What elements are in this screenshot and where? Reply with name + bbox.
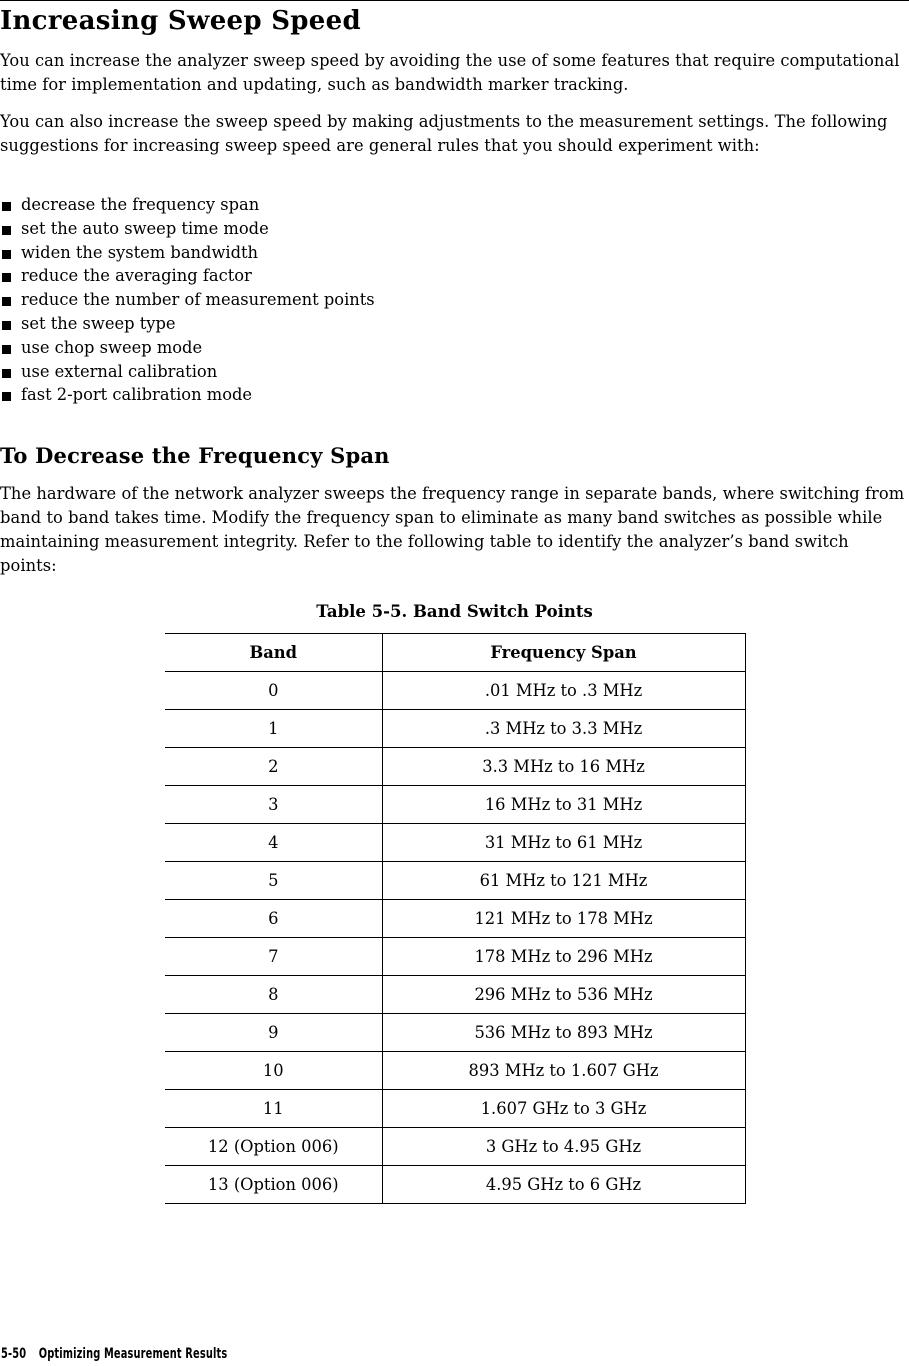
list-item-text: fast 2-port calibration mode	[21, 385, 253, 405]
band-cell: 3	[165, 786, 382, 824]
band-cell: 10	[165, 1052, 382, 1090]
suggestions-paragraph: You can also increase the sweep speed by making adjustments to the measurement settings. The following suggestions for increasing sweep speed are general rules that you should experiment with:	[0, 112, 888, 155]
list-item-text: set the sweep type	[21, 313, 176, 333]
list-item	[0, 241, 375, 265]
table-row	[165, 1166, 745, 1204]
list-item	[0, 193, 375, 217]
list-item	[0, 336, 375, 360]
top-rule	[0, 0, 909, 1]
band-cell: 2	[165, 748, 382, 786]
band-cell: 1	[165, 710, 382, 748]
square-bullet-icon	[2, 392, 11, 401]
list-item-text: decrease the frequency span	[21, 195, 260, 214]
list-item-text: reduce the number of measurement points	[21, 290, 375, 310]
square-bullet-icon	[2, 226, 11, 235]
list-item	[0, 264, 375, 288]
list-item	[0, 360, 375, 384]
table-caption: Table 5-5. Band Switch Points	[316, 602, 593, 621]
table-row	[165, 1128, 745, 1166]
frequency-span-cell: .01 MHz to .3 MHz	[382, 672, 745, 710]
column-header-frequency-span: Frequency Span	[382, 634, 745, 672]
band-cell: 7	[165, 938, 382, 976]
page-number: 5-50	[1, 1346, 27, 1362]
intro-paragraph: You can increase the analyzer sweep speed by avoiding the use of some features that require computational time for implementation and updating, such as bandwidth marker tracking.	[0, 51, 900, 94]
square-bullet-icon	[2, 321, 11, 330]
table-row	[165, 1052, 745, 1090]
square-bullet-icon	[2, 369, 11, 378]
list-item	[0, 217, 375, 241]
table-row	[165, 1090, 745, 1128]
page-footer	[1, 1346, 227, 1362]
frequency-span-cell: 893 MHz to 1.607 GHz	[382, 1052, 745, 1090]
frequency-span-cell: .3 MHz to 3.3 MHz	[382, 710, 745, 748]
table-row	[165, 938, 745, 976]
frequency-span-cell: 16 MHz to 31 MHz	[382, 786, 745, 824]
frequency-span-cell: 3.3 MHz to 16 MHz	[382, 748, 745, 786]
band-cell: 9	[165, 1014, 382, 1052]
list-item-text: widen the system bandwidth	[21, 242, 259, 262]
frequency-span-cell: 3 GHz to 4.95 GHz	[382, 1128, 745, 1166]
frequency-span-cell: 61 MHz to 121 MHz	[382, 862, 745, 900]
table-row	[165, 900, 745, 938]
frequency-span-cell: 1.607 GHz to 3 GHz	[382, 1090, 745, 1128]
band-cell: 0	[165, 672, 382, 710]
band-cell: 4	[165, 824, 382, 862]
frequency-span-cell: 178 MHz to 296 MHz	[382, 938, 745, 976]
square-bullet-icon	[2, 297, 11, 306]
list-item-text: reduce the averaging factor	[21, 266, 252, 286]
frequency-span-cell: 121 MHz to 178 MHz	[382, 900, 745, 938]
table-row	[165, 976, 745, 1014]
band-switch-paragraph: The hardware of the network analyzer sweeps the frequency range in separate bands, where switching from band to band takes time. Modify the frequency span to eliminate as many band switches as possible while maintaining measurement integrity. Refer to the following table to identify the analyzer’s band switch points:	[0, 484, 905, 575]
column-header-band: Band	[165, 634, 382, 672]
square-bullet-icon	[2, 345, 11, 354]
table-row	[165, 786, 745, 824]
square-bullet-icon	[2, 250, 11, 259]
band-cell: 8	[165, 976, 382, 1014]
list-item	[0, 288, 375, 312]
band-switch-table	[165, 633, 746, 1204]
list-item-text: use external calibration	[21, 361, 218, 381]
frequency-span-cell: 31 MHz to 61 MHz	[382, 824, 745, 862]
frequency-span-cell: 4.95 GHz to 6 GHz	[382, 1166, 745, 1204]
band-cell: 12 (Option 006)	[165, 1128, 382, 1166]
list-item-text: use chop sweep mode	[21, 337, 203, 357]
band-cell: 6	[165, 900, 382, 938]
table-row	[165, 1014, 745, 1052]
table-row	[165, 862, 745, 900]
table-row	[165, 672, 745, 710]
band-cell: 11	[165, 1090, 382, 1128]
section-title-increasing-sweep-speed: Increasing Sweep Speed	[0, 6, 361, 36]
band-cell: 13 (Option 006)	[165, 1166, 382, 1204]
square-bullet-icon	[2, 202, 11, 211]
table-header-row	[165, 634, 745, 672]
frequency-span-cell: 536 MHz to 893 MHz	[382, 1014, 745, 1052]
frequency-span-cell: 296 MHz to 536 MHz	[382, 976, 745, 1014]
section-title-decrease-frequency-span: To Decrease the Frequency Span	[0, 443, 390, 468]
table-row	[165, 748, 745, 786]
square-bullet-icon	[2, 273, 11, 282]
band-cell: 5	[165, 862, 382, 900]
table-row	[165, 824, 745, 862]
list-item	[0, 312, 375, 336]
chapter-title: Optimizing Measurement Results	[38, 1346, 228, 1362]
list-item-text: set the auto sweep time mode	[21, 218, 269, 238]
list-item	[0, 383, 375, 407]
suggestion-list	[0, 193, 375, 407]
table-row	[165, 710, 745, 748]
